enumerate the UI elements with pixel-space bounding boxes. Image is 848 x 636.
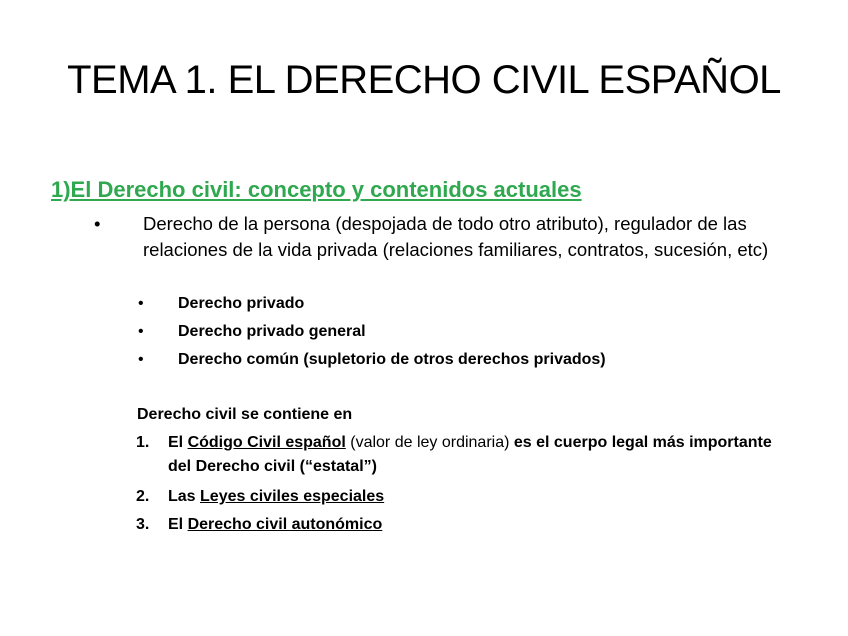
numbered-item-body — [168, 485, 796, 509]
item-suffix: es el cuerpo legal más importante del Derecho civil (“estatal”) — [168, 434, 772, 475]
item-middle: (valor de ley ordinaria) — [345, 434, 514, 451]
main-bullet-text: Derecho de la persona (despojada de todo otro atributo), regulador de las relaciones de la vida privada (relaciones familiares, contratos, sucesión, etc) — [143, 213, 769, 260]
bullet-icon: • — [138, 323, 144, 340]
bullet-icon: • — [94, 213, 101, 234]
derecho-autonomico-term: Derecho civil autonómico — [187, 516, 383, 533]
item-number: 1. — [136, 434, 150, 451]
contains-heading: Derecho civil se contiene en — [137, 406, 353, 423]
numbered-item-body — [168, 513, 796, 537]
item-prefix: El — [168, 516, 188, 533]
numbered-item — [136, 485, 796, 509]
leyes-civiles-term: Leyes civiles especiales — [200, 488, 385, 505]
numbered-item — [136, 431, 796, 479]
item-prefix: Las — [168, 488, 201, 505]
codigo-civil-term: Código Civil español — [187, 434, 346, 451]
item-number: 3. — [136, 516, 150, 533]
bullet-icon: • — [138, 295, 144, 312]
sub-bullet-text: Derecho privado general — [178, 323, 366, 340]
item-number: 2. — [136, 488, 150, 505]
section-heading: 1)El Derecho civil: concepto y contenidos actuales — [51, 177, 582, 202]
numbered-item-body — [168, 431, 796, 479]
numbered-list — [136, 431, 796, 537]
sub-bullet-text: Derecho común (supletorio de otros derechos privados) — [178, 351, 606, 368]
slide-title: TEMA 1. EL DERECHO CIVIL ESPAÑOL — [67, 58, 781, 102]
numbered-item — [136, 513, 796, 537]
item-prefix: El — [168, 434, 188, 451]
bullet-icon: • — [138, 351, 144, 368]
sub-bullet-text: Derecho privado — [178, 295, 305, 312]
